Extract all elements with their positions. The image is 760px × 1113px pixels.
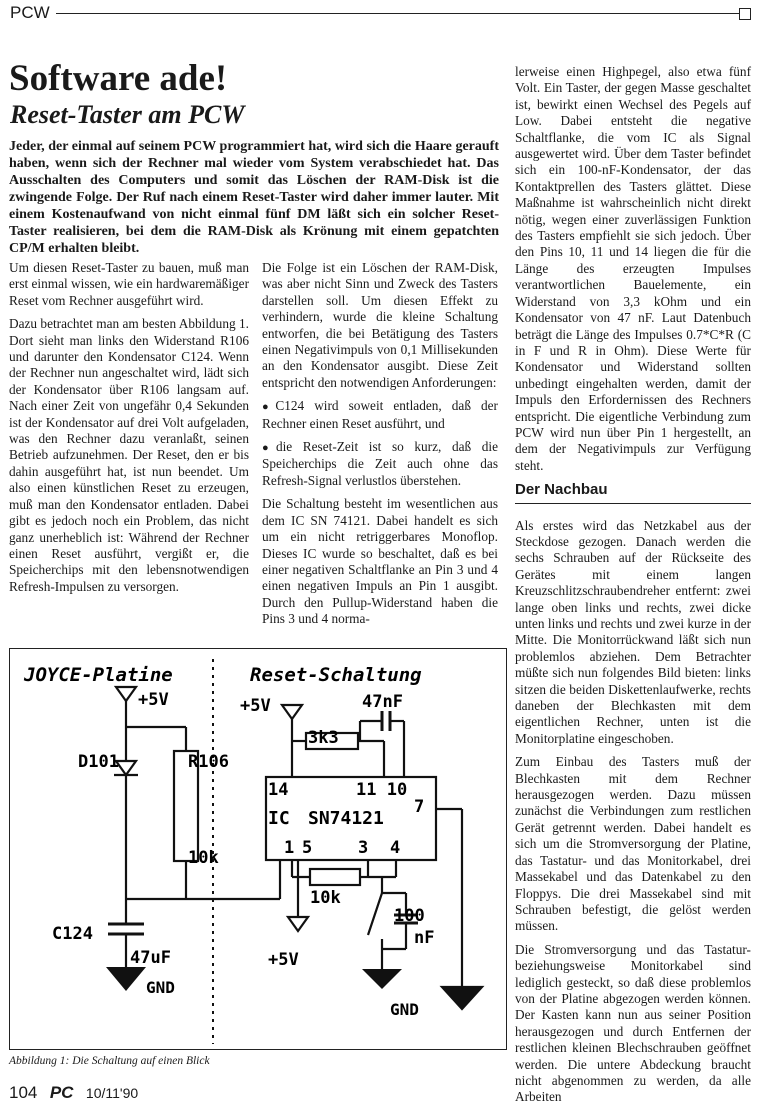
c100-label: 100 xyxy=(394,906,425,926)
magazine-logo: PC xyxy=(49,1083,74,1102)
article-subtitle: Reset-Taster am PCW xyxy=(10,100,245,129)
paragraph: Um diesen Reset-Taster zu bauen, muß man erst einmal wissen, wie ein hardwaremäßiger Reset vom Rechner ausgeführt wird. xyxy=(9,260,249,308)
gnd-left-label: GND xyxy=(146,978,175,997)
pin14-label: 14 xyxy=(268,780,289,800)
resistor-10k-right xyxy=(310,869,360,885)
c124-label: C124 xyxy=(52,924,93,944)
ground-right-small xyxy=(442,987,482,1009)
paragraph: Die Stromversorgung und das Tastatur- beziehungsweise Monitorkabel sind lediglich gesteckt, so daß diese problemlos von der Platine abgezogen werden können. Der Kasten kann nun aus seiner Position herausgezogen und durch Entfernen der restlichen kleinen Blechschrauben geöffnet werden. Die untere Abdeckung braucht nicht abgenommen zu werden, da alle Arbeiten xyxy=(515,941,751,1105)
ground-left xyxy=(106,967,146,991)
column-2 xyxy=(262,260,498,635)
vcc-arrow-bottom xyxy=(288,917,308,931)
gnd-right-label: GND xyxy=(390,1000,419,1019)
vcc-arrow-left xyxy=(116,687,136,701)
paragraph: Dazu betrachtet man am besten Abbildung 1. Dort sieht man links den Widerstand R106 und darunter den Kondensator C124. Wenn der Rechner nun angeschaltet wird, lädt sich der Kondensator über R106 langsam auf. Nach einer Zeit von ungefähr 0,4 Sekunden ist der Kondensator auf drei Volt aufgeladen, was den Rechner dazu veranlaßt, seinen Betrieb aufzunehmen. Der Reset, den er bis dahin ausgeführt hat, ist nun beendet. Um also einen künstlichen Reset zu erzeugen, muß man den Kondensator entladen. Dabei gibt es jedoch noch ein Problem, das nicht ganz unerheblich ist: Während der Rechner einen Reset ausführt, vergißt er, die Speicherchips mit den lebensnotwendigen Refresh-Impulsen zu versorgen. xyxy=(9,316,249,594)
section-label: PCW xyxy=(8,4,56,22)
bullet-icon: ● xyxy=(262,401,276,414)
bullet-text: die Reset-Zeit ist so kurz, daß die Speicherchips die Zeit auch ohne das Refresh-Signal verlustlos überstehen. xyxy=(262,439,498,488)
ic-name-label: SN74121 xyxy=(308,808,384,829)
column-3 xyxy=(515,64,751,1113)
vcc-arrow-right xyxy=(282,705,302,719)
vcc-bottom-label: +5V xyxy=(268,950,299,970)
c124-value: 47uF xyxy=(130,948,171,968)
left-title: JOYCE-Platine xyxy=(24,664,173,686)
bullet-item xyxy=(262,398,498,432)
paragraph: Die Folge ist ein Löschen der RAM-Disk, was aber nicht Sinn und Zweck des Tasters darstellen soll. Um diesen Effekt zu verhindern, wurde die kleine Schaltung entworfen, die bei Betätigung des Tasters einen Negativimpuls von 0,1 Millisekunden an den Kondensator ausgibt. Diese Zeit entspricht den notwendigen Anforderungen: xyxy=(262,260,498,390)
r10k-right-label: 10k xyxy=(310,888,341,908)
column-1 xyxy=(9,260,249,602)
ic-ref-label: IC xyxy=(268,808,290,829)
paragraph: Zum Einbau des Tasters muß der Blechkasten mit dem Rechner herausgezogen werden. Dazu müssen zunächst die Verbindungen zum restlichen Gerät getrennt werden. Dabei handelt es sich um die Stromversorgung der Platine, das Tastatur- und das Monitorkabel, drei Massekabel und das Datenkabel zu den Floppys. Die drei Massekabel sind mit Schrauben befestigt, die gelöst werden müssen. xyxy=(515,754,751,934)
r106-label: R106 xyxy=(188,752,229,772)
bullet-icon: ● xyxy=(262,442,276,455)
diode-d101-triangle xyxy=(116,761,136,775)
vcc-left-label: +5V xyxy=(138,690,169,710)
page-number: 104 xyxy=(9,1083,38,1102)
pin11-10-label: 11 10 xyxy=(356,780,408,800)
circuit-figure xyxy=(9,648,507,1050)
section-heading: Der Nachbau xyxy=(515,481,608,499)
paragraph: lerweise einen Highpegel, also etwa fünf Volt. Ein Taster, der gegen Masse geschaltet ist, bewirkt einen Wechsel des Pegels auf Low. Dabei entsteht die negative Schaltflanke, die vom IC als Signal ausgewertet wird. Über dem Taster befindet sich ein 100-nF-Kondensator, der das Kontaktprellen des Tasters glättet. Diese Maßnahme ist wahrscheinlich nicht direkt nötig, wegen einer zuverlässigen Funktion des Tasters empfiehlt sie sich jedoch. Über den Pins 10, 11 und 14 liegen die für die Länge des erzeugten Impulses verantwortlichen Bauelemente, ein Widerstand von 3,3 kOhm und ein Kondensator von 47 nF. Laut Datenbuch beträgt die Länge des Impulses 0.7*C*R (C in F und R in Ohm). Diese Werte für Kondensator und Widerstand sollten unbedingt eingehalten werden, damit der Impuls den Erfordernissen des Rechners entspricht. Die eigentliche Verbindung zum PCW wird nun über Pin 1 hergestellt, an dem der Negativimpuls zur Verfügung steht. xyxy=(515,64,751,473)
figure-caption: Abbildung 1: Die Schaltung auf einen Blick xyxy=(9,1055,210,1067)
pin3-label: 3 xyxy=(358,838,369,858)
pushbutton-switch xyxy=(368,893,382,935)
section-heading-wrap xyxy=(515,482,751,503)
c100-unit: nF xyxy=(414,928,435,948)
c47nf-label: 47nF xyxy=(362,692,403,712)
paragraph: Die Schaltung besteht im wesentlichen aus dem IC SN 74121. Dabei handelt es sich um ein nicht retriggerbares Monoflop. Dieses IC wurde so beschaltet, daß es bei einer negativen Schaltflanke an Pin 3 und 4 einen negativen Impuls an Pin 1 ausgibt. Durch den Pullup-Widerstand haben die Pins 3 und 4 norma- xyxy=(262,496,498,627)
article-lead: Jeder, der einmal auf seinem PCW programmiert hat, wird sich die Haare gerauft haben, wenn sich der Rechner mal wieder vom System verabschiedet hat. Das Ausschalten des Computers und somit das Löschen der RAM-Disk ist die zwingende Folge. Der Ruf nach einem Reset-Taster wird daher immer lauter. Mit einem Kostenaufwand von nicht einmal fünf DM läßt sich ein solcher Reset-Taster realisieren, bei dem die RAM-Disk als Krönung mit einem gepatchten CP/M erhalten bleibt. xyxy=(9,139,499,256)
article-title: Software ade! xyxy=(9,58,228,99)
pin5-label: 5 xyxy=(302,838,313,858)
bullet-item xyxy=(262,439,498,489)
r3k3-label: 3k3 xyxy=(308,728,339,748)
header-corner-box xyxy=(739,8,751,20)
vcc-right-label: +5V xyxy=(240,696,271,716)
r106-value: 10k xyxy=(188,848,219,868)
pin7-label: 7 xyxy=(414,797,425,817)
page-footer xyxy=(9,1083,146,1103)
pin4-label: 4 xyxy=(390,838,401,858)
issue-date: 10/11'90 xyxy=(85,1085,139,1101)
bullet-text: C124 wird soweit entladen, daß der Rechner einen Reset ausführt, und xyxy=(262,398,498,431)
pin1-label: 1 xyxy=(284,838,295,858)
circuit-diagram xyxy=(10,649,506,1049)
right-title: Reset-Schaltung xyxy=(250,664,422,686)
header-rule xyxy=(8,13,748,14)
paragraph: Als erstes wird das Netzkabel aus der Steckdose gezogen. Danach werden die sechs Schrauben auf der Rückseite des Gerätes mit einem langen Kreuzschlitzschraubendreher entfernt: zwei lange oben links und rechts, zwei dicke unten links und rechts und zwei kurze in der Mitte. Die Monitorrückwand läßt sich nun problemlos abziehen. Dem Betrachter müßte sich nun folgendes Bild bieten: links sitzen die beiden Diskettenlaufwerke, rechts daneben der Blechkasten mit dem eigentlichen Rechner, unten ist die Monitorplatine eingeschoben. xyxy=(515,517,751,746)
ground-right xyxy=(362,969,402,989)
d101-label: D101 xyxy=(78,752,119,772)
